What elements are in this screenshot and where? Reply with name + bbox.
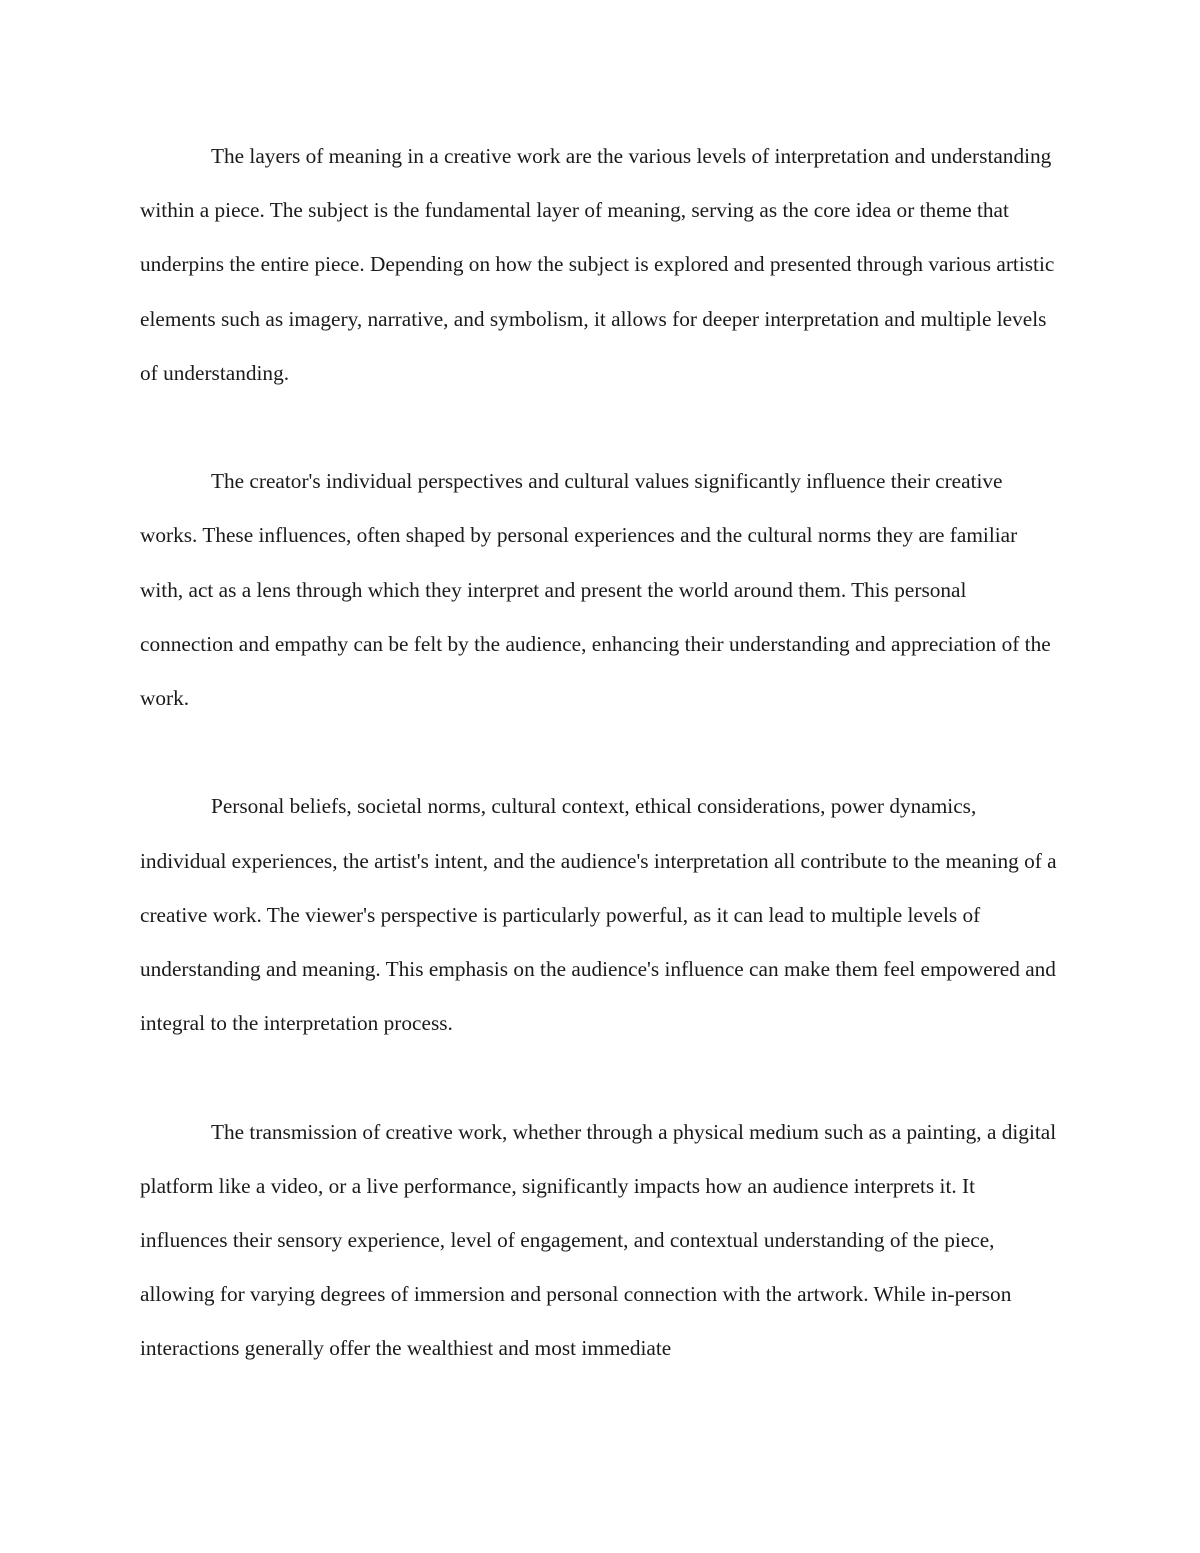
document-body: [140, 129, 1058, 1376]
paragraph-layers-of-meaning: The layers of meaning in a creative work are the various levels of interpretation and understanding within a piece. The subject is the fundamental layer of meaning, serving as the core idea or theme that underpins the entire piece. Depending on how the subject is explored and presented through various artistic elements such as imagery, narrative, and symbolism, it allows for deeper interpretation and multiple levels of understanding.: [140, 144, 1055, 385]
paragraph-transmission: The transmission of creative work, whether through a physical medium such as a painting, a digital platform like a video, or a live performance, significantly impacts how an audience interprets it. It influences their sensory experience, level of engagement, and contextual understanding of the piece, allowing for varying degrees of immersion and personal connection with the artwork. While in-person interactions generally offer the wealthiest and most immediate: [140, 1119, 1057, 1361]
paragraph-creator-perspectives: The creator's individual perspectives and cultural values significantly influence their creative works. These influences, often shaped by personal experiences and the cultural norms they are familiar with, act as a lens through which they interpret and present the world around them. This personal connection and empathy can be felt by the audience, enhancing their understanding and appreciation of the work.: [140, 469, 1051, 711]
paragraph-contributing-factors: Personal beliefs, societal norms, cultural context, ethical considerations, power dynamics, individual experiences, the artist's intent, and the audience's interpretation all contribute to the meaning of a creative work. The viewer's perspective is particularly powerful, as it can lead to multiple levels of understanding and meaning. This emphasis on the audience's influence can make them feel empowered and integral to the interpretation process.: [140, 794, 1057, 1036]
